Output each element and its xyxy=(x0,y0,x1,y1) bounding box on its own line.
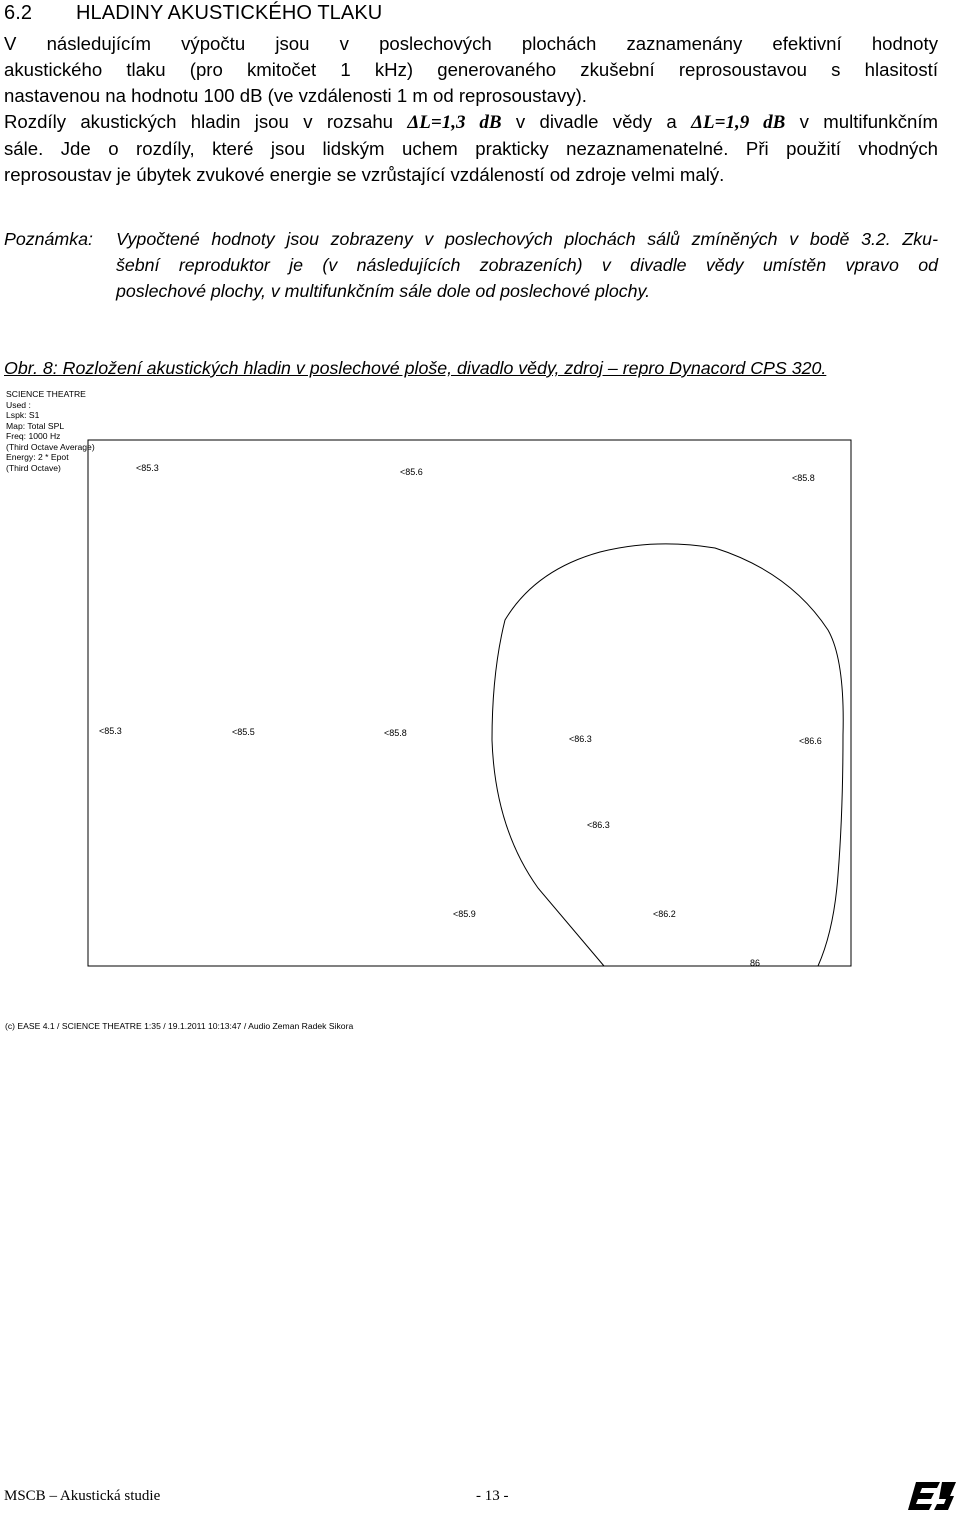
sim-info-line: Used : xyxy=(6,399,31,410)
section-number: 6.2 xyxy=(4,2,33,24)
paragraph-line: V následujícím výpočtu jsou v poslechových plochách zaznamenány efektivní hodnoty xyxy=(4,33,938,54)
note-line: poslechové plochy, v multifunkčním sále dole od poslechové plochy. xyxy=(116,281,651,301)
sim-info-line: Energy: 2 * Epot xyxy=(6,452,69,462)
sim-info-line: (Third Octave) xyxy=(6,462,61,473)
delta-l-value: ΔL=1,9 dB xyxy=(691,112,786,133)
page-number: - 13 - xyxy=(476,1488,509,1504)
paragraph-text: v divadle vědy a xyxy=(501,111,692,132)
sim-info-line: Freq: 1000 Hz xyxy=(6,431,61,441)
note-line: šební reproduktor je (v následujících zobrazeních) v divadle vědy umístěn vpravo od xyxy=(116,255,938,275)
footer-title: MSCB – Akustická studie xyxy=(4,1488,161,1504)
spl-label: <86.6 xyxy=(799,736,822,746)
paragraph-text: Rozdíly akustických hladin jsou v rozsahu xyxy=(4,111,408,132)
paragraph-text: v multifunkčním xyxy=(785,111,938,132)
sim-info-line: Map: Total SPL xyxy=(6,420,65,431)
spl-label: <86.2 xyxy=(653,909,676,919)
sim-info-line: (Third Octave Average) xyxy=(6,441,95,452)
note-line: Vypočtené hodnoty jsou zobrazeny v poslechových plochách sálů zmíněných v bodě 3.2. Zku- xyxy=(116,229,938,249)
sim-info-line: Lspk: S1 xyxy=(6,410,40,420)
delta-l-value: ΔL=1,3 dB xyxy=(407,112,502,133)
spl-label: <85.6 xyxy=(400,467,423,477)
spl-label: <85.5 xyxy=(232,727,255,737)
section-title: HLADINY AKUSTICKÉHO TLAKU xyxy=(76,2,383,24)
figure-caption: Obr. 8: Rozložení akustických hladin v poslechové ploše, divadlo vědy, zdroj – repro Dynacord CPS 320. xyxy=(4,358,827,378)
spl-label: <85.9 xyxy=(453,909,476,919)
spl-label: <85.3 xyxy=(136,463,159,473)
paragraph-line: sále. Jde o rozdíly, které jsou lidským uchem prakticky nezaznamenatelné. Při použití vhodných xyxy=(4,138,938,159)
spl-label: <86.3 xyxy=(569,734,592,744)
listening-area-frame xyxy=(88,440,851,966)
paragraph-line: reprosoustav je úbytek zvukové energie se vzrůstající vzdáleností od zdroje velmi malý. xyxy=(4,164,725,185)
spl-label: <85.8 xyxy=(792,473,815,483)
sim-info-line: SCIENCE THEATRE xyxy=(6,389,86,399)
spl-label: 86 xyxy=(750,958,761,968)
software-credit: (c) EASE 4.1 / SCIENCE THEATRE 1:35 / 19.1.2011 10:13:47 / Audio Zeman Radek Sikora xyxy=(5,1021,354,1031)
company-logo-icon xyxy=(906,1478,958,1514)
spl-label: <85.8 xyxy=(384,728,407,738)
spl-label: <85.3 xyxy=(99,726,122,736)
contour-line xyxy=(492,544,843,966)
paragraph-line: akustického tlaku (pro kmitočet 1 kHz) generovaného zkušební reprosoustavou s hlasitostí xyxy=(4,59,938,80)
note-label: Poznámka: xyxy=(4,229,93,249)
spl-label: <86.3 xyxy=(587,820,610,830)
paragraph-line: nastavenou na hodnotu 100 dB (ve vzdálenosti 1 m od reprosoustavy). xyxy=(4,85,587,106)
